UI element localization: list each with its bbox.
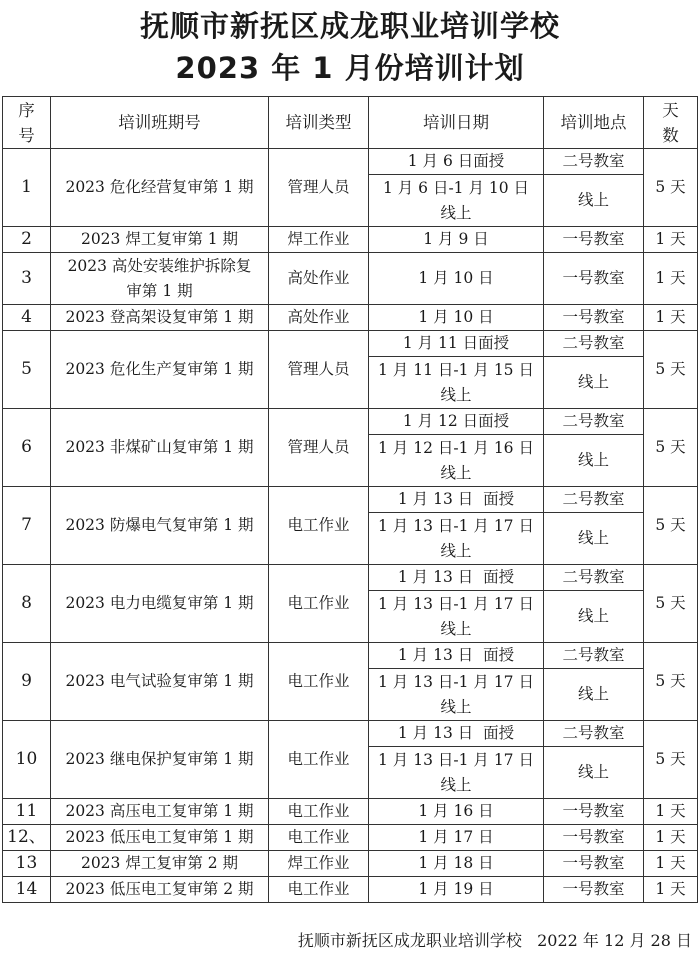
table-row [3,825,698,851]
cell-date: 1 月 11 日面授 [369,331,544,357]
cell-seq: 3 [3,253,51,305]
cell-days: 1 天 [644,825,698,851]
cell-place: 二号教室 [544,643,644,669]
cell-place-online: 线上 [544,435,644,487]
cell-date-online: 1 月 11 日-1 月 15 日 线上 [369,357,544,409]
cell-type: 电工作业 [269,799,369,825]
cell-place: 一号教室 [544,851,644,877]
cell-type: 电工作业 [269,487,369,565]
cell-date: 1 月 13 日 面授 [369,721,544,747]
table-row [3,643,698,669]
cell-date-online: 1 月 13 日-1 月 17 日 线上 [369,747,544,799]
table-row [3,487,698,513]
cell-place: 一号教室 [544,799,644,825]
cell-date: 1 月 9 日 [369,227,544,253]
cell-seq: 5 [3,331,51,409]
cell-type: 管理人员 [269,149,369,227]
cell-class: 2023 电力电缆复审第 1 期 [51,565,269,643]
cell-place: 二号教室 [544,721,644,747]
cell-days: 1 天 [644,227,698,253]
cell-class: 2023 电气试验复审第 1 期 [51,643,269,721]
cell-class: 2023 低压电工复审第 1 期 [51,825,269,851]
cell-place: 一号教室 [544,305,644,331]
cell-class: 2023 危化经营复审第 1 期 [51,149,269,227]
cell-place: 二号教室 [544,565,644,591]
cell-type: 高处作业 [269,305,369,331]
cell-date: 1 月 13 日 面授 [369,565,544,591]
cell-days: 1 天 [644,799,698,825]
cell-class: 2023 高处安装维护拆除复 审第 1 期 [51,253,269,305]
cell-date: 1 月 12 日面授 [369,409,544,435]
footer-signature: 抚顺市新抚区成龙职业培训学校 2022 年 12 月 28 日 [297,931,692,950]
table-row [3,851,698,877]
cell-date-online: 1 月 13 日-1 月 17 日 线上 [369,669,544,721]
cell-date: 1 月 16 日 [369,799,544,825]
cell-type: 电工作业 [269,721,369,799]
cell-date-online: 1 月 6 日-1 月 10 日 线上 [369,175,544,227]
cell-days: 5 天 [644,565,698,643]
table-row [3,721,698,747]
cell-date: 1 月 10 日 [369,253,544,305]
cell-type: 管理人员 [269,409,369,487]
cell-place: 一号教室 [544,825,644,851]
cell-days: 5 天 [644,487,698,565]
cell-place: 二号教室 [544,149,644,175]
table-row [3,149,698,175]
cell-class: 2023 焊工复审第 2 期 [51,851,269,877]
header-type: 培训类型 [269,97,369,149]
cell-place: 二号教室 [544,487,644,513]
header-date: 培训日期 [369,97,544,149]
cell-type: 电工作业 [269,825,369,851]
cell-date-online: 1 月 13 日-1 月 17 日 线上 [369,513,544,565]
cell-place-online: 线上 [544,175,644,227]
cell-seq: 2 [3,227,51,253]
cell-place: 一号教室 [544,877,644,903]
cell-place-online: 线上 [544,513,644,565]
document-title: 抚顺市新抚区成龙职业培训学校 [139,9,560,43]
cell-date: 1 月 17 日 [369,825,544,851]
document-subtitle: 2023 年 1 月份培训计划 [175,51,525,85]
header-class: 培训班期号 [51,97,269,149]
cell-date: 1 月 19 日 [369,877,544,903]
cell-class: 2023 焊工复审第 1 期 [51,227,269,253]
table-row [3,799,698,825]
table-row [3,253,698,305]
cell-seq: 14 [3,877,51,903]
cell-date: 1 月 10 日 [369,305,544,331]
cell-type: 电工作业 [269,877,369,903]
cell-type: 高处作业 [269,253,369,305]
cell-type: 电工作业 [269,643,369,721]
table-row [3,409,698,435]
table-row [3,877,698,903]
cell-place: 二号教室 [544,331,644,357]
cell-days: 5 天 [644,721,698,799]
cell-seq: 7 [3,487,51,565]
table-row [3,565,698,591]
header-seq: 序 号 [3,97,51,149]
cell-date: 1 月 13 日 面授 [369,643,544,669]
cell-place: 一号教室 [544,253,644,305]
cell-place-online: 线上 [544,669,644,721]
cell-class: 2023 防爆电气复审第 1 期 [51,487,269,565]
cell-class: 2023 危化生产复审第 1 期 [51,331,269,409]
cell-seq: 1 [3,149,51,227]
cell-class: 2023 继电保护复审第 1 期 [51,721,269,799]
cell-seq: 9 [3,643,51,721]
header-place: 培训地点 [544,97,644,149]
cell-place: 一号教室 [544,227,644,253]
cell-seq: 11 [3,799,51,825]
cell-days: 1 天 [644,253,698,305]
cell-place-online: 线上 [544,357,644,409]
cell-days: 1 天 [644,877,698,903]
cell-type: 电工作业 [269,565,369,643]
cell-type: 焊工作业 [269,227,369,253]
cell-seq: 4 [3,305,51,331]
cell-days: 5 天 [644,643,698,721]
cell-place: 二号教室 [544,409,644,435]
training-plan-table [2,96,698,903]
table-row [3,331,698,357]
table-row [3,305,698,331]
cell-days: 5 天 [644,409,698,487]
cell-place-online: 线上 [544,591,644,643]
cell-seq: 6 [3,409,51,487]
cell-date-online: 1 月 12 日-1 月 16 日 线上 [369,435,544,487]
table-row [3,227,698,253]
cell-type: 焊工作业 [269,851,369,877]
header-days: 天 数 [644,97,698,149]
cell-seq: 8 [3,565,51,643]
cell-days: 5 天 [644,149,698,227]
cell-class: 2023 高压电工复审第 1 期 [51,799,269,825]
cell-date: 1 月 18 日 [369,851,544,877]
cell-seq: 13 [3,851,51,877]
header-row [3,97,698,149]
cell-days: 5 天 [644,331,698,409]
cell-class: 2023 非煤矿山复审第 1 期 [51,409,269,487]
cell-seq: 10 [3,721,51,799]
cell-class: 2023 低压电工复审第 2 期 [51,877,269,903]
cell-date-online: 1 月 13 日-1 月 17 日 线上 [369,591,544,643]
cell-place-online: 线上 [544,747,644,799]
table-body [3,149,698,903]
cell-date: 1 月 13 日 面授 [369,487,544,513]
cell-days: 1 天 [644,305,698,331]
cell-class: 2023 登高架设复审第 1 期 [51,305,269,331]
cell-type: 管理人员 [269,331,369,409]
cell-days: 1 天 [644,851,698,877]
cell-seq: 12、 [3,825,51,851]
cell-date: 1 月 6 日面授 [369,149,544,175]
